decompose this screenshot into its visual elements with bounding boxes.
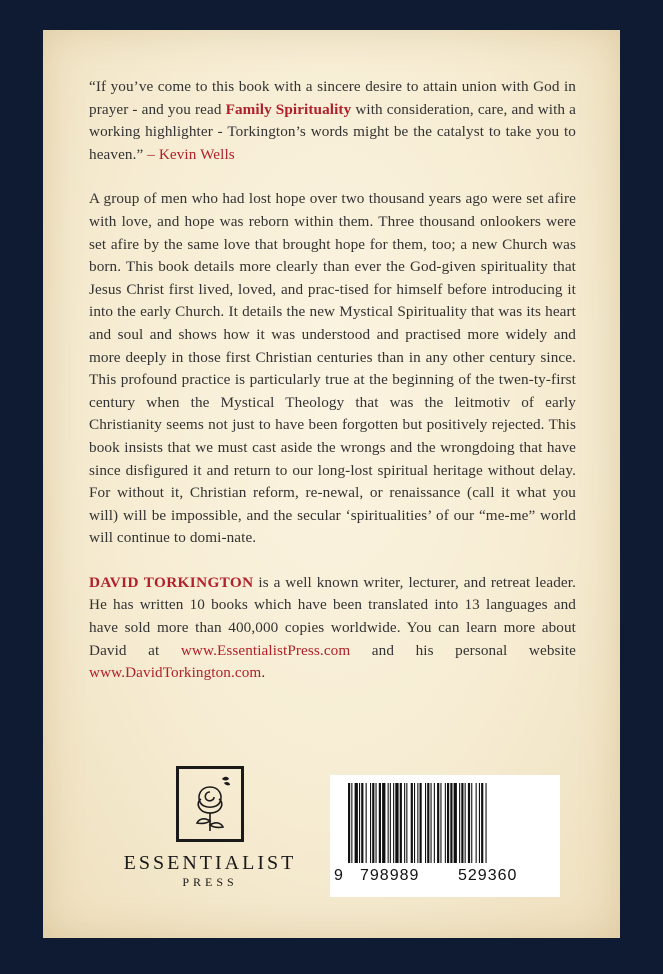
barcode-bar bbox=[447, 783, 449, 863]
barcode-bar bbox=[382, 783, 385, 863]
barcode-bar bbox=[486, 783, 487, 863]
barcode-bar bbox=[395, 783, 398, 863]
barcode-bar bbox=[393, 783, 394, 863]
barcode-bar bbox=[427, 783, 429, 863]
publisher-press-label: PRESS bbox=[182, 875, 238, 889]
barcode-bar bbox=[400, 783, 402, 863]
isbn-digit-prefix: 9 bbox=[334, 867, 344, 884]
barcode-bar bbox=[445, 783, 446, 863]
barcode-bar bbox=[468, 783, 470, 863]
publisher-name: ESSENTIALIST bbox=[123, 852, 297, 874]
barcode-bars bbox=[330, 775, 560, 867]
barcode-bar bbox=[370, 783, 371, 863]
barcode-bar bbox=[376, 783, 377, 863]
barcode-bar bbox=[481, 783, 483, 863]
barcode-bar bbox=[366, 783, 367, 863]
barcode-bar bbox=[476, 783, 477, 863]
isbn-barcode bbox=[330, 775, 560, 897]
author-bio: DAVID TORKINGTON is a well known writer, lecturer, and retreat leader. He has written 10 books which have been translated into 13 languages and have sold more than 400,000 copies worldwide. You can learn more about David at www.EssentialistPress.com and his personal website www.DavidTorkington.com. bbox=[89, 573, 577, 682]
barcode-bar bbox=[355, 783, 358, 863]
barcode-bar bbox=[465, 783, 466, 863]
barcode-bar bbox=[471, 783, 472, 863]
barcode-bar bbox=[361, 783, 363, 863]
barcode-bar bbox=[425, 783, 426, 863]
barcode-bar bbox=[454, 783, 457, 863]
isbn-digits-right: 529360 bbox=[458, 867, 518, 884]
barcode-bar bbox=[351, 783, 352, 863]
book-title: Family Spirituality bbox=[225, 100, 352, 118]
barcode-bar bbox=[388, 783, 389, 863]
barcode-bar bbox=[459, 783, 460, 863]
publisher-link[interactable]: www.EssentialistPress.com bbox=[180, 641, 351, 659]
author-website-link[interactable]: www.DavidTorkington.com bbox=[89, 664, 262, 682]
barcode-bar bbox=[390, 783, 391, 863]
author-name: DAVID TORKINGTON bbox=[89, 573, 254, 591]
barcode-bar bbox=[450, 783, 452, 863]
review-quote: “If you’ve come to this book with a sincere desire to attain union with God in prayer - and you read Family Spirituality with consideration, care, and with a working highlighter - Torkington’s words might be the catalyst to take you to heaven.” – Kevin Wells bbox=[89, 78, 577, 163]
barcode-bar bbox=[348, 783, 350, 863]
barcode-bar bbox=[431, 783, 432, 863]
barcode-bar bbox=[414, 783, 415, 863]
barcode-bar bbox=[479, 783, 480, 863]
book-description: A group of men who had lost hope over two thousand years ago were set afire with love, and hope was reborn within them. Three thousand onlookers were set afire by the same love that brought hope for them, too; a new Church was born. This book details more clearly than ever the God-given spirituality that Jesus Christ first lived, loved, and prac-tised for himself before introducing it into the early Church. It details the new Mystical Spirituality that was its heart and soul and shows how it was understood and practised more widely and more deeply in those first Christian centuries than in any other century since. This profound practice is particularly true at the beginning of the twen-ty-first century when the Mystical Theology that was the leitmotiv of early Christianity seems not just to have been forgotten but positively rejected. This book insists that we must cast aside the wrongs and the wrongdoing that have since disfigured it and return to our long-lost spiritual heritage without delay. For without it, Christian reform, re-newal, or renaissance (call it what you will) will be impossible, and the secular ‘spiritualities’ of our “me-me” world will continue to domi-nate. bbox=[89, 190, 576, 547]
rose-icon bbox=[176, 766, 244, 842]
barcode-bar bbox=[437, 783, 439, 863]
barcode-bar bbox=[411, 783, 413, 863]
barcode-bar bbox=[420, 783, 422, 863]
isbn-digits-left: 798989 bbox=[360, 867, 420, 884]
barcode-bar bbox=[440, 783, 441, 863]
barcode-bar bbox=[461, 783, 463, 863]
barcode-bar bbox=[379, 783, 381, 863]
barcode-bar bbox=[372, 783, 374, 863]
barcode-bar bbox=[406, 783, 407, 863]
barcode-bar bbox=[359, 783, 360, 863]
quote-attribution: – Kevin Wells bbox=[143, 145, 235, 163]
blurb-text bbox=[89, 76, 576, 707]
barcode-bar bbox=[404, 783, 405, 863]
publisher-logo bbox=[122, 766, 298, 896]
barcode-bar bbox=[417, 783, 418, 863]
barcode-bar bbox=[434, 783, 435, 863]
